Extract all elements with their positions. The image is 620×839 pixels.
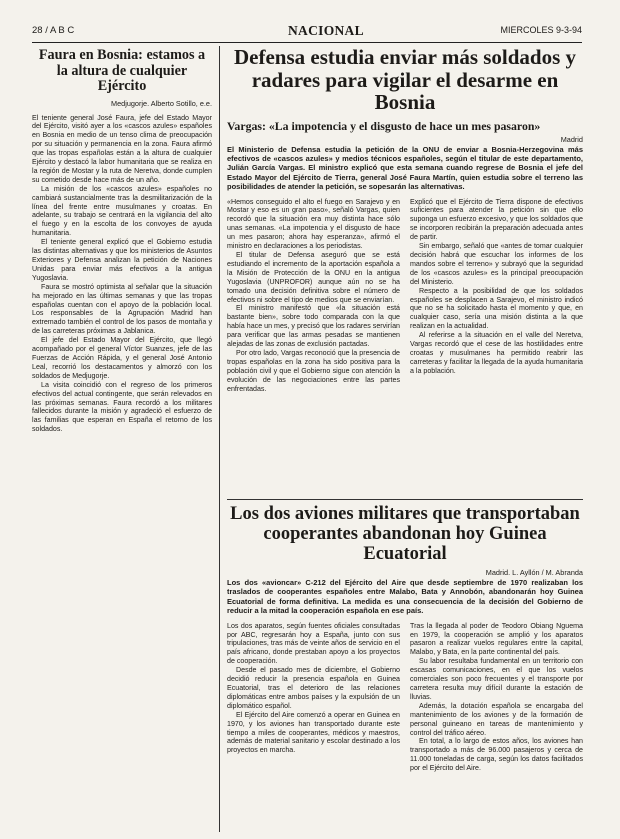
page-header [32, 22, 582, 43]
defensa-col-right [410, 198, 583, 394]
defensa-paragraph: Explicó que el Ejército de Tierra dispone de efectivos suficientes para atender la petición sin que ello suponga un esfuerzo excesivo, y que los soldados que se incorporen recibirán la preparación adecuada antes de partir. [410, 197, 583, 242]
article-divider [227, 499, 583, 500]
guinea-col-right [410, 622, 583, 773]
defensa-paragraph: «Hemos conseguido el alto el fuego en Sarajevo y en Mostar y eso es un gran paso», señaló Vargas, quien recordó que la situación era muy distinta hace sólo unas semanas. «La impotencia y el disgusto de hace un mes pasaron; ahora hay esperanza», afirmó el ministro en declaraciones a los periodistas. [227, 197, 400, 251]
page-number: 28 / A B C [32, 25, 75, 36]
defensa-lead: El Ministerio de Defensa estudia la petición de la ONU de enviar a Bosnia-Herzegovina más efectivos de «cascos azules» y medios técnicos españoles, según el titular de este departamento, Julián García Vargas. El ministro explicó que esta semana cuando regrese de Bosnia el jefe del Estado Mayor del Ejército de Tierra, general José Faura Martín, quien estudia sobre el terreno las posibilidades de atender la petición, se sopesarán las alternativas. [227, 144, 583, 192]
guinea-headline: Los dos aviones militares que transportaban cooperantes abandonan hoy Guinea Ecuatorial [230, 504, 580, 564]
guinea-paragraph: Los dos aparatos, según fuentes oficiales consultadas por ABC, regresarán hoy a España, junto con sus tripulaciones, tras más de veinte años de servicio en el país africano, donde prestaban apoyo a los proyectos de cooperación. [227, 621, 400, 666]
faura-paragraph: El jefe del Estado Mayor del Ejército, que llegó acompañado por el general Víctor Suanzes, jefe de las Fuerzas de Acción Rápida, y el general José Antonio Leal, recorrió los destacamentos y almorzó con los soldados de Medjugorje. [32, 336, 212, 380]
faura-paragraph: La misión de los «cascos azules» españoles no cambiará sustancialmente tras la desmilitarización de la línea del frente entre musulmanes y croatas. En adelante, su trabajo se centrará en la vigilancia del alto el fuego y en la escolta de los convoyes de ayuda humanitaria. [32, 184, 212, 238]
defensa-subtitle: Vargas: «La impotencia y el disgusto de hace un mes pasaron» [227, 118, 541, 133]
faura-paragraph: El teniente general explicó que el Gobierno estudia las distintas alternativas y que los ministerios de Asuntos Exteriores y Defensa analizan la petición de Naciones Unidas para enviar más efectivos a la antigua Yugoslavia. [32, 238, 212, 282]
faura-article [32, 48, 212, 830]
defensa-article [227, 46, 583, 495]
guinea-paragraph: Desde el pasado mes de diciembre, el Gobierno decidió reducir la presencia española en Guinea Ecuatorial, tras el deterioro de las relaciones diplomáticas entre ambos países y la expulsión de un diplomático español. [227, 666, 400, 710]
column-divider [219, 46, 220, 832]
defensa-paragraph: El titular de Defensa aseguró que se está estudiando el incremento de la aportación española a la Misión de Protección de la ONU en la antigua Yugoslavia (UNPROFOR) aunque aún no se ha tomado una decisión definitiva sobre el número de efectivos ni sobre el tipo de medios que se enviarían. [227, 250, 400, 304]
defensa-paragraph: Al referirse a la situación en el valle del Neretva, Vargas recordó que el cese de las hostilidades entre croatas y musulmanes ha permitido reabrir las carreteras y facilitar la llegada de la ayuda humanitaria a la población. [410, 331, 583, 375]
defensa-paragraph: El ministro manifestó que «la situación está bastante bien», sobre todo comparada con la que había hace un mes, y precisó que los radares servirían para verificar que las armas pesadas se mantienen alejadas de las zonas de exclusión pactadas. [227, 304, 400, 349]
faura-paragraph: Faura se mostró optimista al señalar que la situación ha mejorado en las últimas semanas y que las tropas españolas cuentan con el apoyo de la población local. Los responsables de la Agrupación Madrid han extremado también el control de los pasos de montaña y de las carreteras próximas a Jablanica. [32, 282, 212, 336]
defensa-headline: Defensa estudia enviar más soldados y radares para vigilar el desarme en Bosnia [233, 46, 577, 114]
guinea-paragraph: Además, la dotación española se encargaba del mantenimiento de los aviones y de la formación de personal guineano en tareas de mantenimiento y control del tráfico aéreo. [410, 701, 583, 737]
faura-paragraph: El teniente general José Faura, jefe del Estado Mayor del Ejército, visitó ayer a los «cascos azules» españoles en Bosnia en medio de un tenso clima de preocupación por su situación y permanencia en la zona. Faura afirmó que las tropas españolas están a la altura de cualquier Ejército y destacó la labor humanitaria que se realiza en la región de Mostar y la ruta de Neretva, donde cumplen su cometido desde hace más de un año. [32, 113, 212, 184]
guinea-paragraph: El Ejército del Aire comenzó a operar en Guinea en 1970, y los aviones han transportado durante este tiempo a miles de cooperantes, médicos y maestros, además de material sanitario y escolar destinado a los proyectos en marcha. [227, 710, 400, 755]
guinea-paragraph: Tras la llegada al poder de Teodoro Obiang Nguema en 1979, la cooperación se amplió y los aparatos pasaron a realizar vuelos regulares entre la capital, Malabo, y Bata, en la parte continental del país. [410, 621, 583, 657]
faura-headline: Faura en Bosnia: estamos a la altura de cualquier Ejército [38, 48, 206, 94]
guinea-paragraph: Su labor resultaba fundamental en un territorio con escasas comunicaciones, en el que los vuelos comerciales son poco frecuentes y el transporte por carretera resulta muy difícil durante la estación de lluvias. [410, 657, 583, 701]
defensa-col-left [227, 198, 400, 394]
faura-paragraph: La visita coincidió con el regreso de los primeros efectivos del actual contingente, que serán relevados en las próximas semanas. Faura recordó a los militares fallecidos durante la misión y agradeció el esfuerzo de las familias que esperan en España el retorno de los soldados. [32, 380, 212, 434]
defensa-paragraph: Por otro lado, Vargas reconoció que la presencia de tropas españolas en la zona ha sido positiva para la población civil y que el Gobierno sigue con atención la evolución de las negociaciones entre las partes enfrentadas. [227, 348, 400, 393]
section-title: NACIONAL [288, 23, 364, 38]
guinea-col-left [227, 622, 400, 773]
defensa-paragraph: Respecto a la posibilidad de que los soldados españoles se desplacen a Sarajevo, el ministro indicó que no se ha solicitado hasta el momento y que, en cualquier caso, sería una misión distinta a la que realizan en la actualidad. [410, 286, 583, 331]
guinea-lead: Los dos «avioncar» C-212 del Ejército del Aire que desde septiembre de 1970 realizaban los traslados de cooperantes españoles entre Malabo, Bata y Annobón, abandonarán hoy Guinea Ecuatorial de forma definitiva. La medida es una consecuencia de la decisión del Gobierno de reducir a la mitad la cooperación española en ese país. [227, 578, 583, 616]
faura-byline: Medjugorje. Alberto Sotillo, e.e. [111, 98, 212, 108]
guinea-article [227, 504, 583, 832]
guinea-byline: Madrid. L. Ayllón / M. Abranda [485, 568, 583, 577]
defensa-place: Madrid [560, 134, 583, 144]
page-date: MIERCOLES 9-3-94 [500, 25, 582, 35]
guinea-paragraph: En total, a lo largo de estos años, los aviones han transportado a más de 96.000 pasajeros y cerca de 11.000 toneladas de carga, según los datos facilitados por el Ejército del Aire. [410, 737, 583, 773]
defensa-paragraph: Sin embargo, señaló que «antes de tomar cualquier decisión habrá que escuchar los informes de los mandos sobre el terreno» y subrayó que la seguridad de los «cascos azules» es la principal preocupación del Ministerio. [410, 242, 583, 286]
